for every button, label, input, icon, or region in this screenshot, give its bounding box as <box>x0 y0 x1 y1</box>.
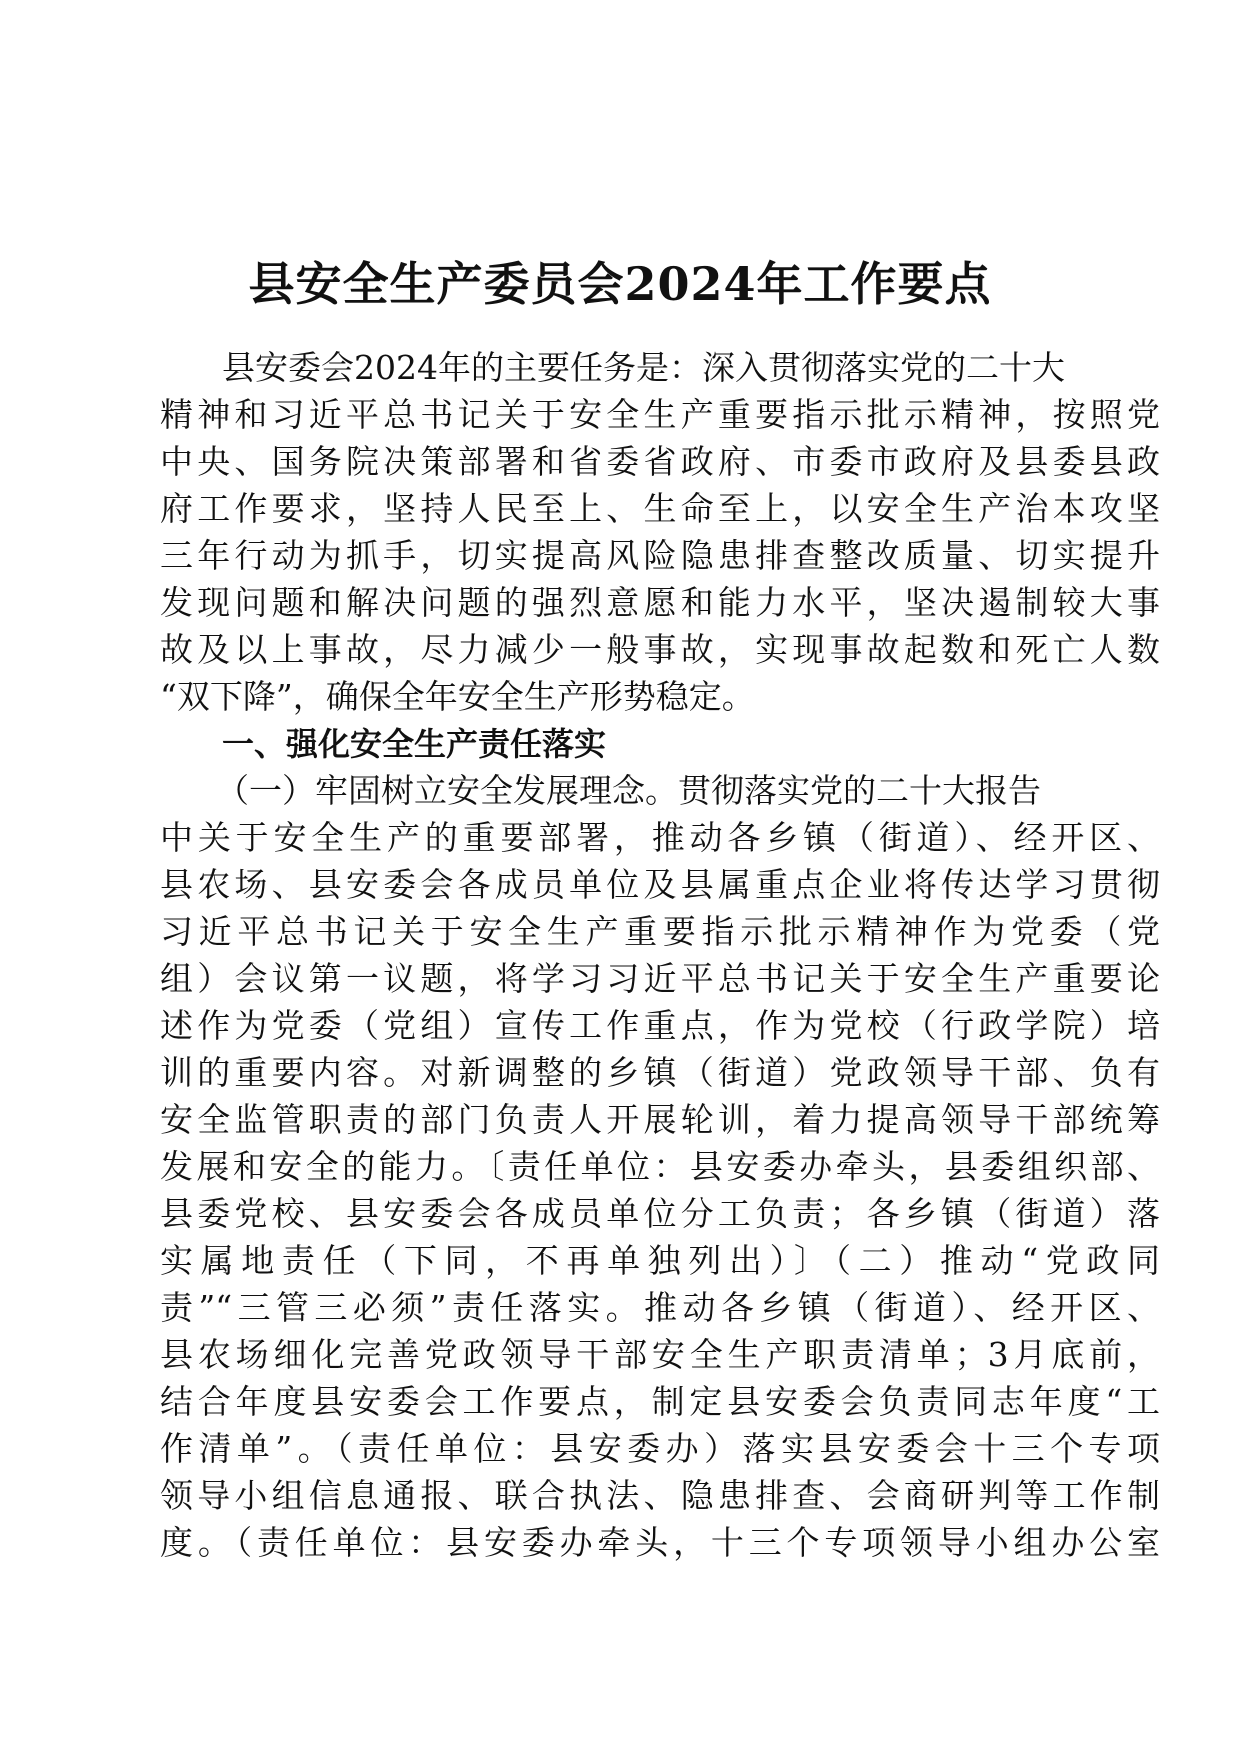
paragraph-line: 发展和安全的能力。〔责任单位：县安委办牵头，县委组织部、 <box>160 1147 1160 1186</box>
paragraph-line: 中关于安全生产的重要部署，推动各乡镇（街道）、经开区、 <box>160 818 1160 857</box>
paragraph-line: 结合年度县安委会工作要点，制定县安委会负责同志年度“工 <box>160 1382 1160 1421</box>
paragraph-line: 县农场细化完善党政领导干部安全生产职责清单；3月底前， <box>160 1335 1160 1374</box>
paragraph-line: 作清单”。（责任单位：县安委办）落实县安委会十三个专项 <box>160 1429 1160 1468</box>
section-heading: 一、强化安全生产责任落实 <box>222 725 607 763</box>
paragraph-line: 县农场、县安委会各成员单位及县属重点企业将传达学习贯彻 <box>160 865 1160 904</box>
document-title: 县安全生产委员会2024年工作要点 <box>248 257 992 311</box>
paragraph-line: 度。（责任单位：县安委办牵头，十三个专项领导小组办公室 <box>160 1523 1160 1562</box>
paragraph-line: 训的重要内容。对新调整的乡镇（街道）党政领导干部、负有 <box>160 1053 1160 1092</box>
paragraph-line: 故及以上事故，尽力减少一般事故，实现事故起数和死亡人数 <box>160 630 1160 669</box>
paragraph-line: 县安委会2024年的主要任务是：深入贯彻落实党的二十大 <box>222 348 1065 387</box>
paragraph-line: 三年行动为抓手，切实提高风险隐患排查整改质量、切实提升 <box>160 536 1160 575</box>
paragraph-line: 县委党校、县安委会各成员单位分工负责；各乡镇（街道）落 <box>160 1194 1160 1233</box>
paragraph-line: 实属地责任（下同，不再单独列出）〕（二）推动“党政同 <box>160 1241 1160 1280</box>
paragraph-line: 述作为党委（党组）宣传工作重点，作为党校（行政学院）培 <box>160 1006 1160 1045</box>
paragraph-line: 责”“三管三必须”责任落实。推动各乡镇（街道）、经开区、 <box>160 1288 1160 1327</box>
paragraph-line: 府工作要求，坚持人民至上、生命至上，以安全生产治本攻坚 <box>160 489 1160 528</box>
paragraph-line: 发现问题和解决问题的强烈意愿和能力水平，坚决遏制较大事 <box>160 583 1160 622</box>
paragraph-line: 领导小组信息通报、联合执法、隐患排查、会商研判等工作制 <box>160 1476 1160 1515</box>
paragraph-line: 习近平总书记关于安全生产重要指示批示精神作为党委（党 <box>160 912 1160 951</box>
paragraph-line: 精神和习近平总书记关于安全生产重要指示批示精神，按照党 <box>160 395 1160 434</box>
paragraph-line: （一）牢固树立安全发展理念。贯彻落实党的二十大报告 <box>216 771 1041 810</box>
paragraph-line: 组）会议第一议题，将学习习近平总书记关于安全生产重要论 <box>160 959 1160 998</box>
paragraph-line: 中央、国务院决策部署和省委省政府、市委市政府及县委县政 <box>160 442 1160 481</box>
paragraph-line: “双下降”，确保全年安全生产形势稳定。 <box>160 677 755 716</box>
paragraph-line: 安全监管职责的部门负责人开展轮训，着力提高领导干部统筹 <box>160 1100 1160 1139</box>
